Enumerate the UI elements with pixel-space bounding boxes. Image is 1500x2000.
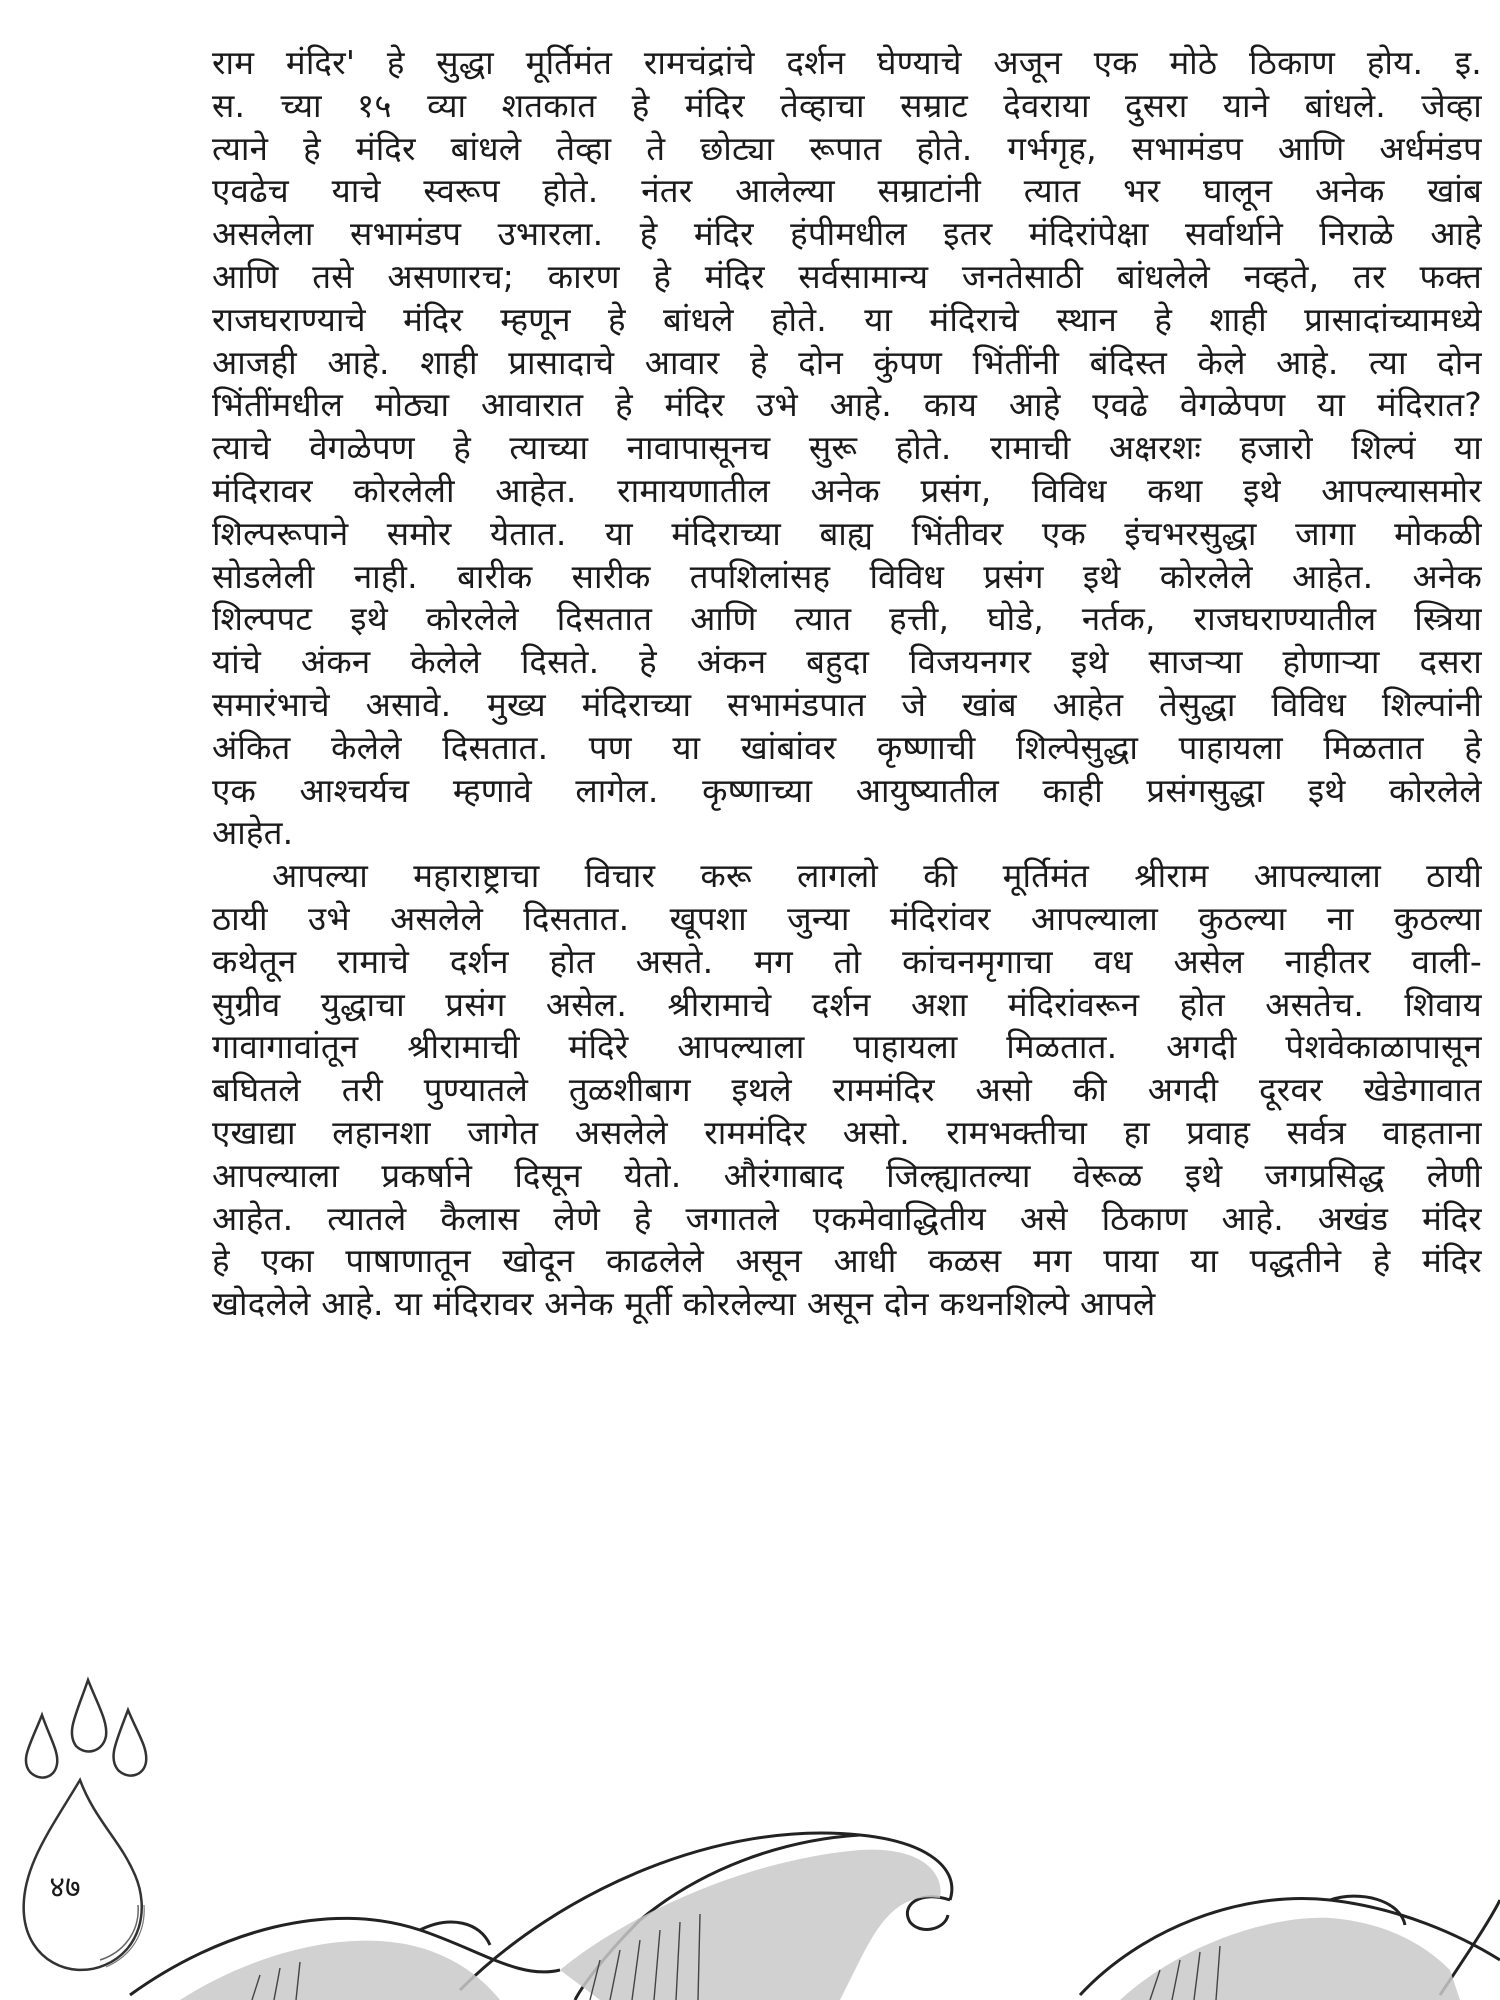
text-line: आहेत.	[212, 813, 294, 853]
text-line: सुग्रीव युद्धाचा प्रसंग असेल. श्रीरामाचे दर्शन अशा मंदिरांवरून होत असतेच. शिवाय	[212, 984, 1482, 1024]
text-line: हे एका पाषाणातून खोदून काढलेले असून आधी कळस मग पाया या पद्धतीने हे मंदिर	[212, 1241, 1482, 1281]
text-line: शिल्पपट इथे कोरलेले दिसतात आणि त्यात हत्ती, घोडे, नर्तक, राजघराण्यातील स्त्रिया	[212, 599, 1482, 639]
text-line: आणि तसे असणारच; कारण हे मंदिर सर्वसामान्य जनतेसाठी बांधलेले नव्हते, तर फक्त	[212, 256, 1482, 296]
text-line: असलेला सभामंडप उभारला. हे मंदिर हंपीमधील इतर मंदिरांपेक्षा सर्वार्थाने निराळे आहे	[212, 214, 1482, 254]
text-line: कथेतून रामाचे दर्शन होत असते. मग तो कांचनमृगाचा वध असेल नाहीतर वाली-	[212, 941, 1482, 981]
text-line: आपल्याला प्रकर्षाने दिसून येतो. औरंगाबाद जिल्ह्यातल्या वेरूळ इथे जगप्रसिद्ध लेणी	[212, 1155, 1482, 1195]
text-line: ठायी उभे असलेले दिसतात. खूपशा जुन्या मंदिरांवर आपल्याला कुठल्या ना कुठल्या	[212, 898, 1482, 938]
body-text	[212, 42, 1482, 1326]
text-line: त्याने हे मंदिर बांधले तेव्हा ते छोट्या रूपात होते. गर्भगृह, सभामंडप आणि अर्धमंडप	[212, 128, 1482, 168]
text-line: स. च्या १५ व्या शतकात हे मंदिर तेव्हाचा सम्राट देवराया दुसरा याने बांधले. जेव्हा	[212, 85, 1482, 125]
paragraph-1	[212, 42, 1482, 855]
text-line: सोडलेली नाही. बारीक सारीक तपशिलांसह विविध प्रसंग इथे कोरलेले आहेत. अनेक	[212, 556, 1482, 596]
text-line: यांचे अंकन केलेले दिसते. हे अंकन बहुदा विजयनगर इथे साजऱ्या होणाऱ्या दसरा	[212, 642, 1482, 682]
text-line: भिंतींमधील मोठ्या आवारात हे मंदिर उभे आहे. काय आहे एवढे वेगळेपण या मंदिरात?	[212, 385, 1482, 425]
text-line: खोदलेले आहे. या मंदिरावर अनेक मूर्ती कोरलेल्या असून दोन कथनशिल्पे आपले	[212, 1284, 1156, 1324]
text-line: आपल्या महाराष्ट्राचा विचार करू लागलो की मूर्तिमंत श्रीराम आपल्याला ठायी	[272, 856, 1482, 896]
text-line: एक आश्चर्यच म्हणावे लागेल. कृष्णाच्या आयुष्यातील काही प्रसंगसुद्धा इथे कोरलेले	[212, 770, 1482, 810]
text-line: आजही आहे. शाही प्रासादाचे आवार हे दोन कुंपण भिंतींनी बंदिस्त केले आहे. त्या दोन	[212, 342, 1482, 382]
text-line: राजघराण्याचे मंदिर म्हणून हे बांधले होते. या मंदिराचे स्थान हे शाही प्रासादांच्यामध्ये	[212, 299, 1482, 339]
text-line: मंदिरावर कोरलेली आहेत. रामायणातील अनेक प्रसंग, विविध कथा इथे आपल्यासमोर	[212, 470, 1482, 510]
text-line: गावागावांतून श्रीरामाची मंदिरे आपल्याला पाहायला मिळतात. अगदी पेशवेकाळापासून	[212, 1027, 1482, 1067]
text-line: आहेत. त्यातले कैलास लेणे हे जगातले एकमेवाद्धितीय असे ठिकाण आहे. अखंड मंदिर	[212, 1198, 1482, 1238]
text-line: एखाद्या लहानशा जागेत असलेले राममंदिर असो. रामभक्तीचा हा प्रवाह सर्वत्र वाहताना	[212, 1112, 1482, 1152]
text-line: त्याचे वेगळेपण हे त्याच्या नावापासूनच सुरू होते. रामाची अक्षरशः हजारो शिल्पं या	[212, 428, 1482, 468]
wave-decoration	[0, 1660, 1500, 2000]
page-number: ४७	[49, 1870, 81, 1905]
text-line: अंकित केलेले दिसतात. पण या खांबांवर कृष्णाची शिल्पेसुद्धा पाहायला मिळतात हे	[212, 727, 1482, 767]
text-line: शिल्परूपाने समोर येतात. या मंदिराच्या बाह्य भिंतीवर एक इंचभरसुद्धा जागा मोकळी	[212, 513, 1482, 553]
text-line: एवढेच याचे स्वरूप होते. नंतर आलेल्या सम्राटांनी त्यात भर घालून अनेक खांब	[212, 171, 1482, 211]
text-line: राम मंदिर' हे सुद्धा मूर्तिमंत रामचंद्रांचे दर्शन घेण्याचे अजून एक मोठे ठिकाण होय. इ.	[212, 43, 1482, 82]
paragraph-2	[212, 855, 1482, 1326]
text-line: बघितले तरी पुण्यातले तुळशीबाग इथले राममंदिर असो की अगदी दूरवर खेडेगावात	[212, 1070, 1482, 1110]
text-line: समारंभाचे असावे. मुख्य मंदिराच्या सभामंडपात जे खांब आहेत तेसुद्धा विविध शिल्पांनी	[212, 684, 1482, 724]
water-drops-icon	[24, 1680, 147, 1970]
wave-fill	[180, 1850, 1460, 2000]
